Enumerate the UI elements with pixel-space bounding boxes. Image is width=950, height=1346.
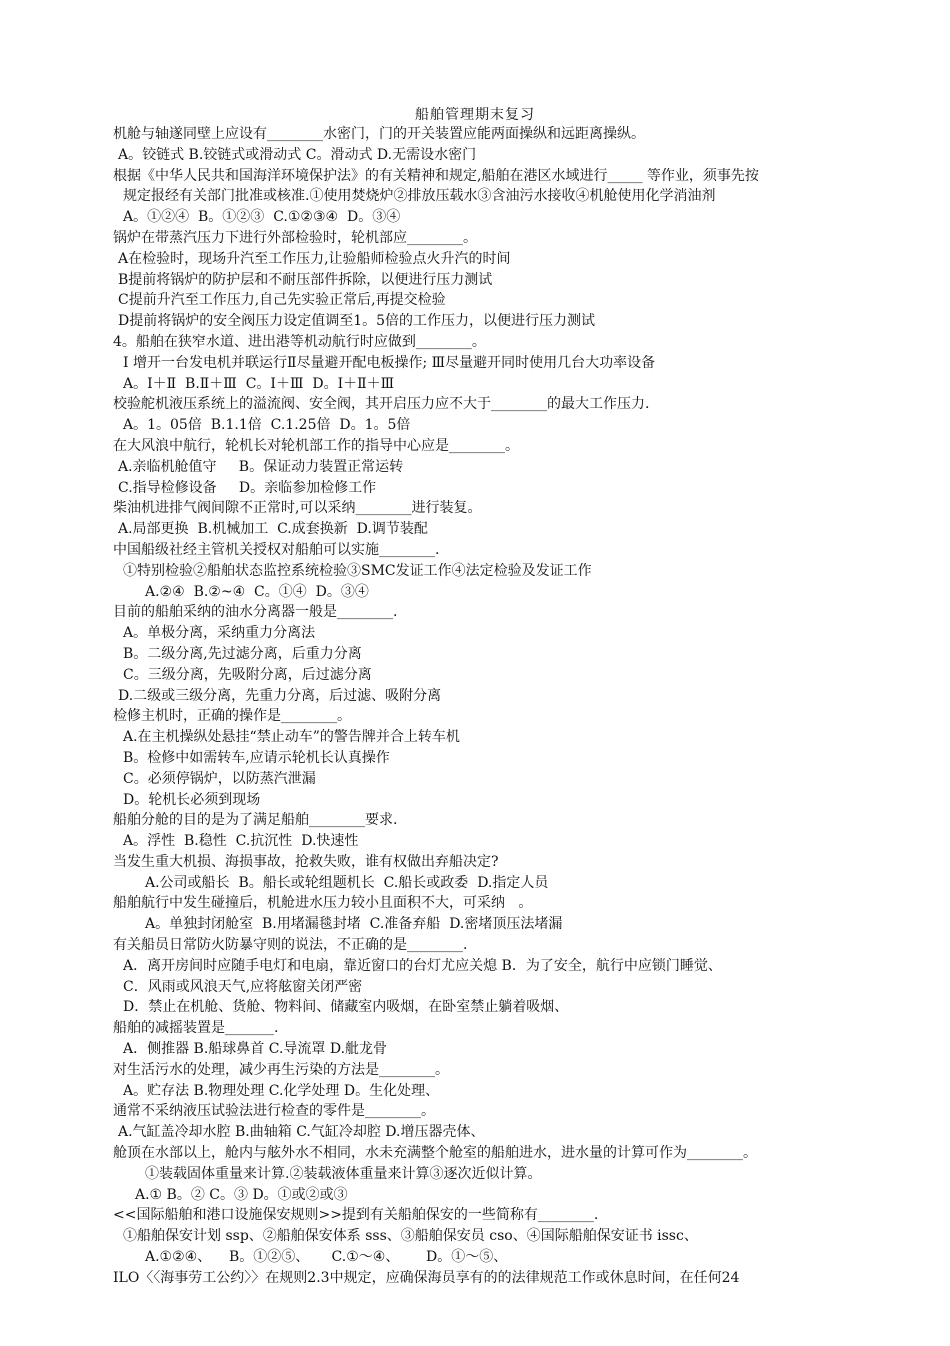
text-line: A.局部更换 B.机械加工 C.成套换新 D.调节装配 [118,521,428,538]
text-line: A。①②④ B。①②③ C.①②③④ D。③④ [123,209,401,226]
text-line: D提前将锅炉的安全阀压力设定值调至1。5倍的工作压力，以便进行压力测试 [118,313,596,330]
text-line: A．侧推器 B.船球鼻首 C.导流罩 D.舭龙骨 [123,1041,388,1058]
page-title: 船舶管理期末复习 [415,107,535,123]
text-line: 锅炉在带蒸汽压力下进行外部检验时，轮机部应________。 [113,229,477,246]
text-line: 4。船舶在狭窄水道、进出港等机动航行时应做到________。 [113,333,486,350]
text-line: 根据《中华人民共和国海洋环境保护法》的有关精神和规定,船舶在港区水域进行_____ 等作业，须事先按 [113,167,759,184]
text-line: D.二级或三级分离，先重力分离，后过滤、吸附分离 [118,687,442,704]
text-line: 柴油机进排气阀间隙不正常时,可以采纳________进行装复。 [113,500,482,517]
text-line: 在大风浪中航行，轮机长对轮机部工作的指导中心应是________。 [113,437,519,454]
text-line: 通常不采纳液压试验法进行检查的零件是________。 [113,1103,435,1120]
text-line: C。三级分离，先吸附分离，后过滤分离 [123,666,372,683]
text-line: A.① B。② C。③ D。①或②或③ [135,1186,348,1203]
text-line: A.气缸盖冷却水腔 B.曲轴箱 C.气缸冷却腔 D.增压器壳体、 [118,1124,485,1141]
text-line: A。浮性 B.稳性 C.抗沉性 D.快速性 [123,833,359,850]
text-line: A。贮存法 B.物理处理 C.化学处理 D。生化处理、 [123,1082,440,1099]
text-line: 中国船级社经主管机关授权对船舶可以实施________. [113,541,440,558]
text-line: 舱顶在水部以上，舱内与舷外水不相同，水未充满整个舱室的船舶进水，进水量的计算可作为________。 [113,1145,757,1162]
text-line: A。1。05倍 B.1.1倍 C.1.25倍 D。1。5倍 [123,417,411,434]
text-line: B。二级分离,先过滤分离，后重力分离 [123,645,362,662]
text-line: ①特别检验②船舶状态监控系统检验③SMC发证工作④法定检验及发证工作 [123,562,592,579]
text-line: A。铰链式 B.铰链式或滑动式 C。滑动式 D.无需设水密门 [118,146,477,163]
text-line: A。Ⅰ＋Ⅱ B.Ⅱ＋Ⅲ C。Ⅰ＋Ⅲ D。Ⅰ＋Ⅱ＋Ⅲ [123,375,395,392]
text-line: A。单极分离，采纳重力分离法 [123,625,316,642]
text-line: A在检验时，现场升汽至工作压力,让验船师检验点火升汽的时间 [118,250,511,267]
text-line: A.亲临机舱值守 B。保证动力装置正常运转 [118,458,404,475]
text-line: D．禁止在机舱、货舱、物料间、储藏室内吸烟，在卧室禁止躺着吸烟、 [123,999,569,1016]
text-line: A.公司或船长 B。船长或轮组题机长 C.船长或政委 D.指定人员 [145,874,549,891]
text-line: 船舶航行中发生碰撞后，机舱进水压力较小且面积不大，可采纳 。 [113,895,533,912]
text-line: 船舶的减摇装置是_______. [113,1020,279,1037]
text-line: 校验舵机液压系统上的溢流阀、安全阀，其开启压力应不大于________的最大工作压力. [113,396,650,413]
text-line: 有关船员日常防火防暴守则的说法，不正确的是________. [113,937,468,954]
text-line: 对生活污水的处理，减少再生污染的方法是________。 [113,1061,449,1078]
text-line: 当发生重大机损、海损事故，抢救失败，谁有权做出弃船决定? [113,853,499,870]
text-line: D。轮机长必须到现场 [123,791,261,808]
text-line: A．离开房间时应随手电灯和电扇，靠近窗口的台灯尤应关熄 B．为了安全，航行中应锁门睡觉、 [123,957,722,974]
text-line: 规定报经有关部门批准或核准.①使用焚烧炉②排放压载水③含油污水接收④机舱使用化学消油剂 [123,188,716,205]
text-line: A。单独封闭舱室 B.用堵漏毯封堵 C.准备弃船 D.密堵顶压法堵漏 [145,916,563,933]
text-line: A.②④ B.②~④ C。①④ D。③④ [145,583,369,600]
text-line: C。必须停锅炉，以防蒸汽泄漏 [123,770,316,787]
text-line: 机舱与轴遂同壁上应设有________水密门，门的开关装置应能两面操纵和远距离操纵。 [113,126,645,142]
text-line: ①船舶保安计划 ssp、②船舶保安体系 sss、③船舶保安员 cso、④国际船舶保安证书 issc、 [123,1228,698,1245]
text-line: Ⅰ 增开一台发电机并联运行Ⅱ尽量避开配电板操作; Ⅲ尽量避开同时使用几台大功率设备 [123,354,656,371]
text-line: 船舶分舱的目的是为了满足船舶________要求. [113,812,398,829]
text-line: <<国际船舶和港口设施保安规则>>提到有关船舶保安的一些简称有________. [113,1207,599,1224]
text-line: C．风雨或风浪天气,应将舷窗关闭严密 [123,978,363,995]
text-line: B提前将锅炉的防护层和不耐压部件拆除，以便进行压力测试 [118,271,493,288]
text-line: C.指导检修设备 D。亲临参加检修工作 [118,479,377,496]
text-line: 目前的船舶采纳的油水分离器一般是________. [113,604,398,621]
text-line: ①装载固体重量来计算.②装载液体重量来计算③逐次近似计算。 [145,1165,542,1182]
text-line: A.①②④、 B。①②⑤、 C.①～④、 D。①～⑤、 [145,1249,508,1266]
text-body [113,124,853,1289]
text-line: A.在主机操纵处悬挂“禁止动车”的警告牌并合上转车机 [123,729,460,746]
text-line: B。检修中如需转车,应请示轮机长认真操作 [123,749,390,766]
text-line: ILO〈〈海事劳工公约〉〉在规则2.3中规定，应确保海员享有的的法律规范工作或休息时间，在任何24 [113,1269,740,1286]
text-line: C提前升汽至工作压力,自己先实验正常后,再提交检验 [118,292,446,309]
text-line: 检修主机时，正确的操作是________。 [113,708,351,725]
